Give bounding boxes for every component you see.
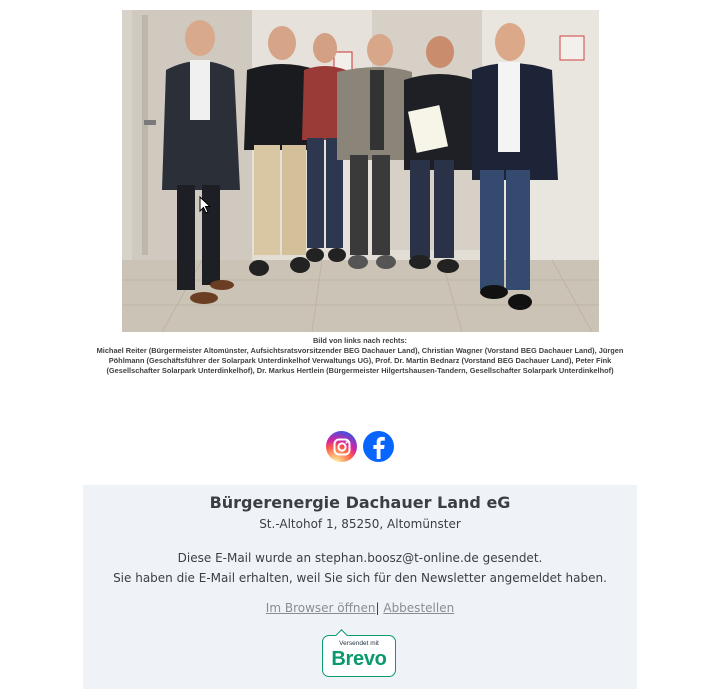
organization-address: St.-Altohof 1, 85250, Altomünster [259, 517, 461, 531]
instagram-icon[interactable] [326, 431, 357, 462]
brevo-sent-with: Versendet mit [339, 640, 379, 647]
brevo-badge[interactable] [322, 635, 396, 677]
open-in-browser-link[interactable]: Im Browser öffnen [265, 601, 376, 615]
facebook-icon[interactable] [363, 431, 394, 462]
mouse-cursor-icon [199, 196, 211, 218]
organization-name: Bürgerenergie Dachauer Land eG [209, 493, 511, 512]
group-photo [122, 10, 599, 332]
link-separator: | [375, 601, 380, 615]
social-links [326, 431, 394, 462]
email-footer [83, 485, 637, 689]
notice-line-1: Diese E-Mail wurde an stephan.boosz@t-online.de gesendet. [177, 551, 543, 565]
notice-line-2: Sie haben die E-Mail erhalten, weil Sie sich für den Newsletter angemeldet haben. [113, 571, 607, 585]
caption-text: Michael Reiter (Bürgermeister Altomünster, Aufsichtsratsvorsitzender BEG Dachauer Land), Christian Wagner (Vorstand BEG Dachauer Land), Jürgen Pöhlmann (Geschäftsführer der Solarpark Unterdinkelhof Verwaltungs UG), Prof. Dr. Martin Bednarz (Vorstand BEG Dachauer Land), Peter Fink (Gesellschafter Solarpark Unterdinkelhof), Dr. Markus Hertlein (Bürgermeister Hilgertshausen-Tandern, Gesellschafter Solarpark Unterdinkelhof) [96, 346, 624, 375]
footer-links [83, 601, 637, 615]
unsubscribe-link[interactable]: Abbestellen [383, 601, 455, 615]
caption-heading: Bild von links nach rechts: [312, 336, 408, 345]
photo-caption [82, 336, 638, 376]
brevo-logo: Brevo [331, 648, 387, 670]
recipient-notice [83, 548, 637, 588]
